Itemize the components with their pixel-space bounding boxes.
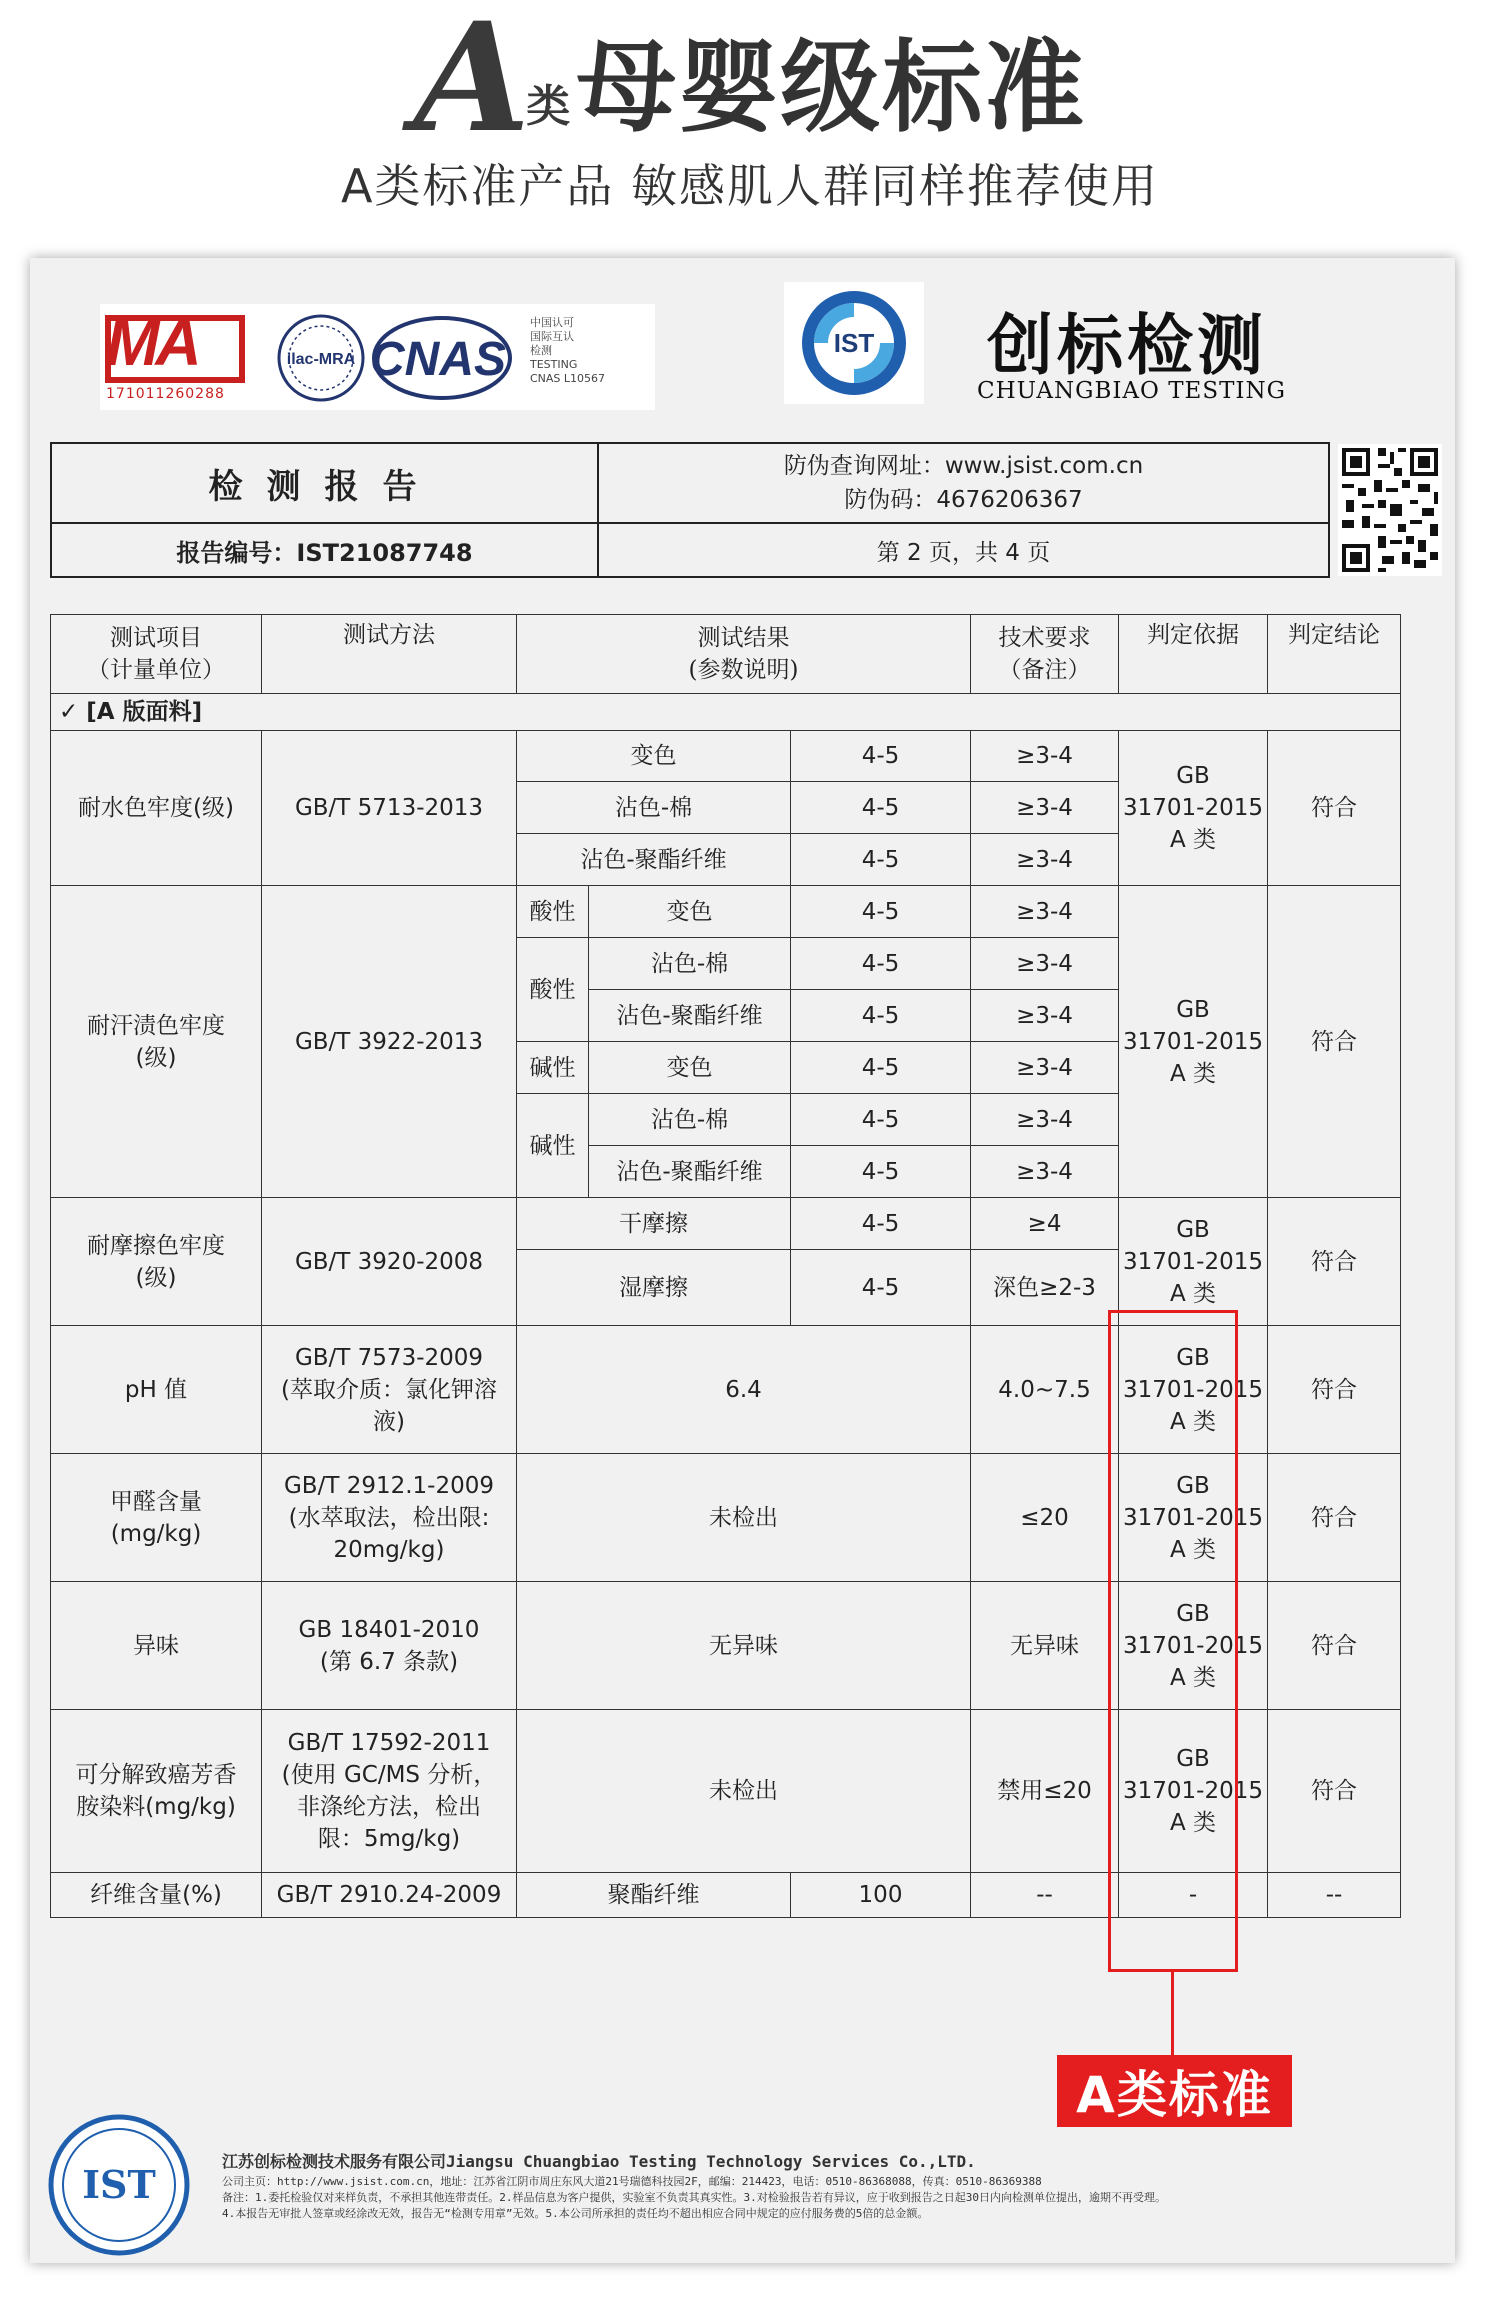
result-value: 4-5 — [790, 1093, 971, 1146]
ist-seal-icon — [46, 2112, 192, 2258]
requirement-value: 深色≥2-3 — [970, 1249, 1119, 1326]
anti-counterfeit-info — [599, 444, 1328, 522]
highlight-connector — [1171, 1972, 1174, 2058]
row-azo-dyes-method: GB/T 17592-2011 (使用 GC/MS 分析， 非涤纶方法，检出 限：5mg/kg) — [261, 1709, 517, 1873]
result-value: 4-5 — [790, 989, 971, 1042]
basis-gb31701: GB 31701-2015 A 类 — [1118, 885, 1268, 1198]
conclusion-pass: 符合 — [1267, 1325, 1401, 1454]
basis-gb31701: GB 31701-2015 A 类 — [1118, 1581, 1268, 1710]
hero-lei: 类 — [526, 81, 571, 132]
result-param: 沾色-棉 — [588, 937, 791, 990]
result-param: 变色 — [516, 730, 791, 782]
ilac-mra-logo — [275, 312, 367, 404]
row-fiber-item: 纤维含量(%) — [50, 1872, 262, 1918]
cma-logo: MA 171011260288 — [100, 306, 250, 406]
cma-number: 171011260288 — [106, 386, 225, 402]
footer-notes-2: 4.本报告无审批人签章或经涂改无效，报告无“检测专用章”无效。5.本公司所承担的责任均不超出相应合同中规定的应付服务费的5倍的总金额。 — [222, 2207, 929, 2220]
sweat-acid-label: 酸性 — [516, 937, 589, 1042]
col-header-item: 测试项目 （计量单位） — [50, 614, 262, 694]
result-value: 未检出 — [516, 1709, 971, 1873]
brand-name-en: CHUANGBIAO TESTING — [977, 378, 1287, 404]
result-value: 未检出 — [516, 1453, 971, 1582]
col-header-basis: 判定依据 — [1118, 614, 1268, 694]
result-value: 6.4 — [516, 1325, 971, 1454]
hero-title: 母婴级标准 — [576, 29, 1087, 146]
company-contact: 公司主页：http://www.jsist.com.cn，地址：江苏省江阴市周庄东风大道21号瑞德科技园2F，邮编：214423，电话：0510-86368088，传真：0510-86369388 — [222, 2175, 1042, 2188]
basis-gb31701: GB 31701-2015 A 类 — [1118, 1709, 1268, 1873]
col-header-result: 测试结果 (参数说明) — [516, 614, 971, 694]
row-odor-method: GB 18401-2010 (第 6.7 条款) — [261, 1581, 517, 1710]
row-odor-item: 异味 — [50, 1581, 262, 1710]
conclusion-pass: 符合 — [1267, 1453, 1401, 1582]
row-water-fastness-method: GB/T 5713-2013 — [261, 730, 517, 886]
test-report-document — [30, 258, 1455, 2263]
requirement-value: 无异味 — [970, 1581, 1119, 1710]
result-param: 干摩擦 — [516, 1197, 791, 1250]
result-value: 100 — [790, 1872, 971, 1918]
requirement-value: ≥4 — [970, 1197, 1119, 1250]
accreditation-logos — [100, 304, 655, 410]
result-param: 沾色-棉 — [588, 1093, 791, 1146]
requirement-value: ≥3-4 — [970, 989, 1119, 1042]
qr-code-icon — [1338, 444, 1442, 576]
basis-gb31701: GB 31701-2015 A 类 — [1118, 1453, 1268, 1582]
conclusion-pass: 符合 — [1267, 1581, 1401, 1710]
basis-gb31701: GB 31701-2015 A 类 — [1118, 1197, 1268, 1326]
row-ph-method: GB/T 7573-2009 (萃取介质：氯化钾溶 液) — [261, 1325, 517, 1454]
hero-title-row — [0, 0, 1500, 166]
col-header-requirement: 技术要求 （备注） — [970, 614, 1119, 694]
result-param: 沾色-聚酯纤维 — [588, 1145, 791, 1198]
conclusion-value: -- — [1267, 1872, 1401, 1918]
hero-letter-logo: A — [413, 0, 527, 166]
requirement-value: ≥3-4 — [970, 885, 1119, 938]
row-formaldehyde-method: GB/T 2912.1-2009 (水萃取法，检出限: 20mg/kg) — [261, 1453, 517, 1582]
row-rub-fastness-item: 耐摩擦色牢度 (级) — [50, 1197, 262, 1326]
requirement-value: ≥3-4 — [970, 730, 1119, 782]
row-fiber-method: GB/T 2910.24-2009 — [261, 1872, 517, 1918]
requirement-value: ≤20 — [970, 1453, 1119, 1582]
svg-text:IST: IST — [833, 328, 875, 358]
section-fabric-a: ✓ [A 版面料] — [50, 693, 1401, 731]
result-value: 4-5 — [790, 885, 971, 938]
conclusion-pass: 符合 — [1267, 1709, 1401, 1873]
result-param: 聚酯纤维 — [516, 1872, 791, 1918]
hero-banner — [0, 0, 1500, 250]
requirement-value: 禁用≤20 — [970, 1709, 1119, 1873]
sweat-alkali-label: 碱性 — [516, 1093, 589, 1198]
report-number: 报告编号：IST21087748 — [176, 538, 473, 567]
anti-counterfeit-code: 防伪码：4676206367 — [844, 487, 1083, 513]
sweat-alkali-label: 碱性 — [516, 1041, 589, 1094]
result-value: 4-5 — [790, 730, 971, 782]
col-header-method: 测试方法 — [261, 614, 517, 694]
anti-counterfeit-url: 防伪查询网址：www.jsist.com.cn — [783, 453, 1144, 479]
requirement-value: -- — [970, 1872, 1119, 1918]
row-ph-item: pH 值 — [50, 1325, 262, 1454]
a-class-standard-tag: A类标准 — [1057, 2055, 1292, 2127]
result-param: 沾色-聚酯纤维 — [588, 989, 791, 1042]
row-rub-fastness-method: GB/T 3920-2008 — [261, 1197, 517, 1326]
result-param: 变色 — [588, 885, 791, 938]
result-param: 沾色-棉 — [516, 781, 791, 834]
basis-gb31701: GB 31701-2015 A 类 — [1118, 730, 1268, 886]
requirement-value: ≥3-4 — [970, 937, 1119, 990]
row-sweat-fastness-item: 耐汗渍色牢度 (级) — [50, 885, 262, 1198]
sweat-acid-label: 酸性 — [516, 885, 589, 938]
requirement-value: ≥3-4 — [970, 833, 1119, 886]
requirement-value: ≥3-4 — [970, 1145, 1119, 1198]
result-param: 变色 — [588, 1041, 791, 1094]
report-header-box — [50, 442, 1330, 578]
cnas-description: 中国认可 国际互认 检测 TESTING CNAS L10567 — [530, 316, 606, 385]
row-water-fastness-item: 耐水色牢度(级) — [50, 730, 262, 886]
result-value: 4-5 — [790, 781, 971, 834]
result-param: 湿摩擦 — [516, 1249, 791, 1326]
basis-gb31701: GB 31701-2015 A 类 — [1118, 1325, 1268, 1454]
result-value: 4-5 — [790, 937, 971, 990]
col-header-conclusion: 判定结论 — [1267, 614, 1401, 694]
result-value: 无异味 — [516, 1581, 971, 1710]
requirement-value: ≥3-4 — [970, 1093, 1119, 1146]
svg-text:IST: IST — [82, 2162, 156, 2207]
requirement-value: ≥3-4 — [970, 1041, 1119, 1094]
ist-logo — [784, 282, 924, 404]
result-value: 4-5 — [790, 1197, 971, 1250]
cnas-logo: CNAS — [370, 314, 520, 402]
result-value: 4-5 — [790, 833, 971, 886]
brand-name-cn: 创标检测 — [987, 306, 1267, 384]
conclusion-pass: 符合 — [1267, 885, 1401, 1198]
result-param: 沾色-聚酯纤维 — [516, 833, 791, 886]
result-value: 4-5 — [790, 1145, 971, 1198]
requirement-value: ≥3-4 — [970, 781, 1119, 834]
conclusion-pass: 符合 — [1267, 730, 1401, 886]
report-footer — [222, 2150, 1422, 2222]
report-title: 检测报告 — [208, 466, 441, 507]
row-sweat-fastness-method: GB/T 3922-2013 — [261, 885, 517, 1198]
row-azo-dyes-item: 可分解致癌芳香 胺染料(mg/kg) — [50, 1709, 262, 1873]
requirement-value: 4.0~7.5 — [970, 1325, 1119, 1454]
svg-text:ilac-MRA: ilac-MRA — [286, 351, 356, 368]
hero-subtitle: A类标准产品 敏感肌人群同样推荐使用 — [340, 159, 1160, 213]
company-name: 江苏创标检测技术服务有限公司Jiangsu Chuangbiao Testing Technology Services Co.,LTD. — [222, 2152, 976, 2171]
conclusion-pass: 符合 — [1267, 1197, 1401, 1326]
result-value: 4-5 — [790, 1249, 971, 1326]
result-value: 4-5 — [790, 1041, 971, 1094]
basis-value: - — [1118, 1872, 1268, 1918]
row-formaldehyde-item: 甲醛含量 (mg/kg) — [50, 1453, 262, 1582]
footer-notes: 备注：1.委托检验仅对来样负责，不承担其他连带责任。2.样品信息为客户提供，实验室不负责其真实性。3.对检验报告若有异议，应于收到报告之日起30日内向检测单位提出，逾期不再受理。 — [222, 2191, 1166, 2204]
highlight-box — [1108, 1310, 1238, 1972]
page-indicator: 第 2 页，共 4 页 — [876, 539, 1051, 566]
